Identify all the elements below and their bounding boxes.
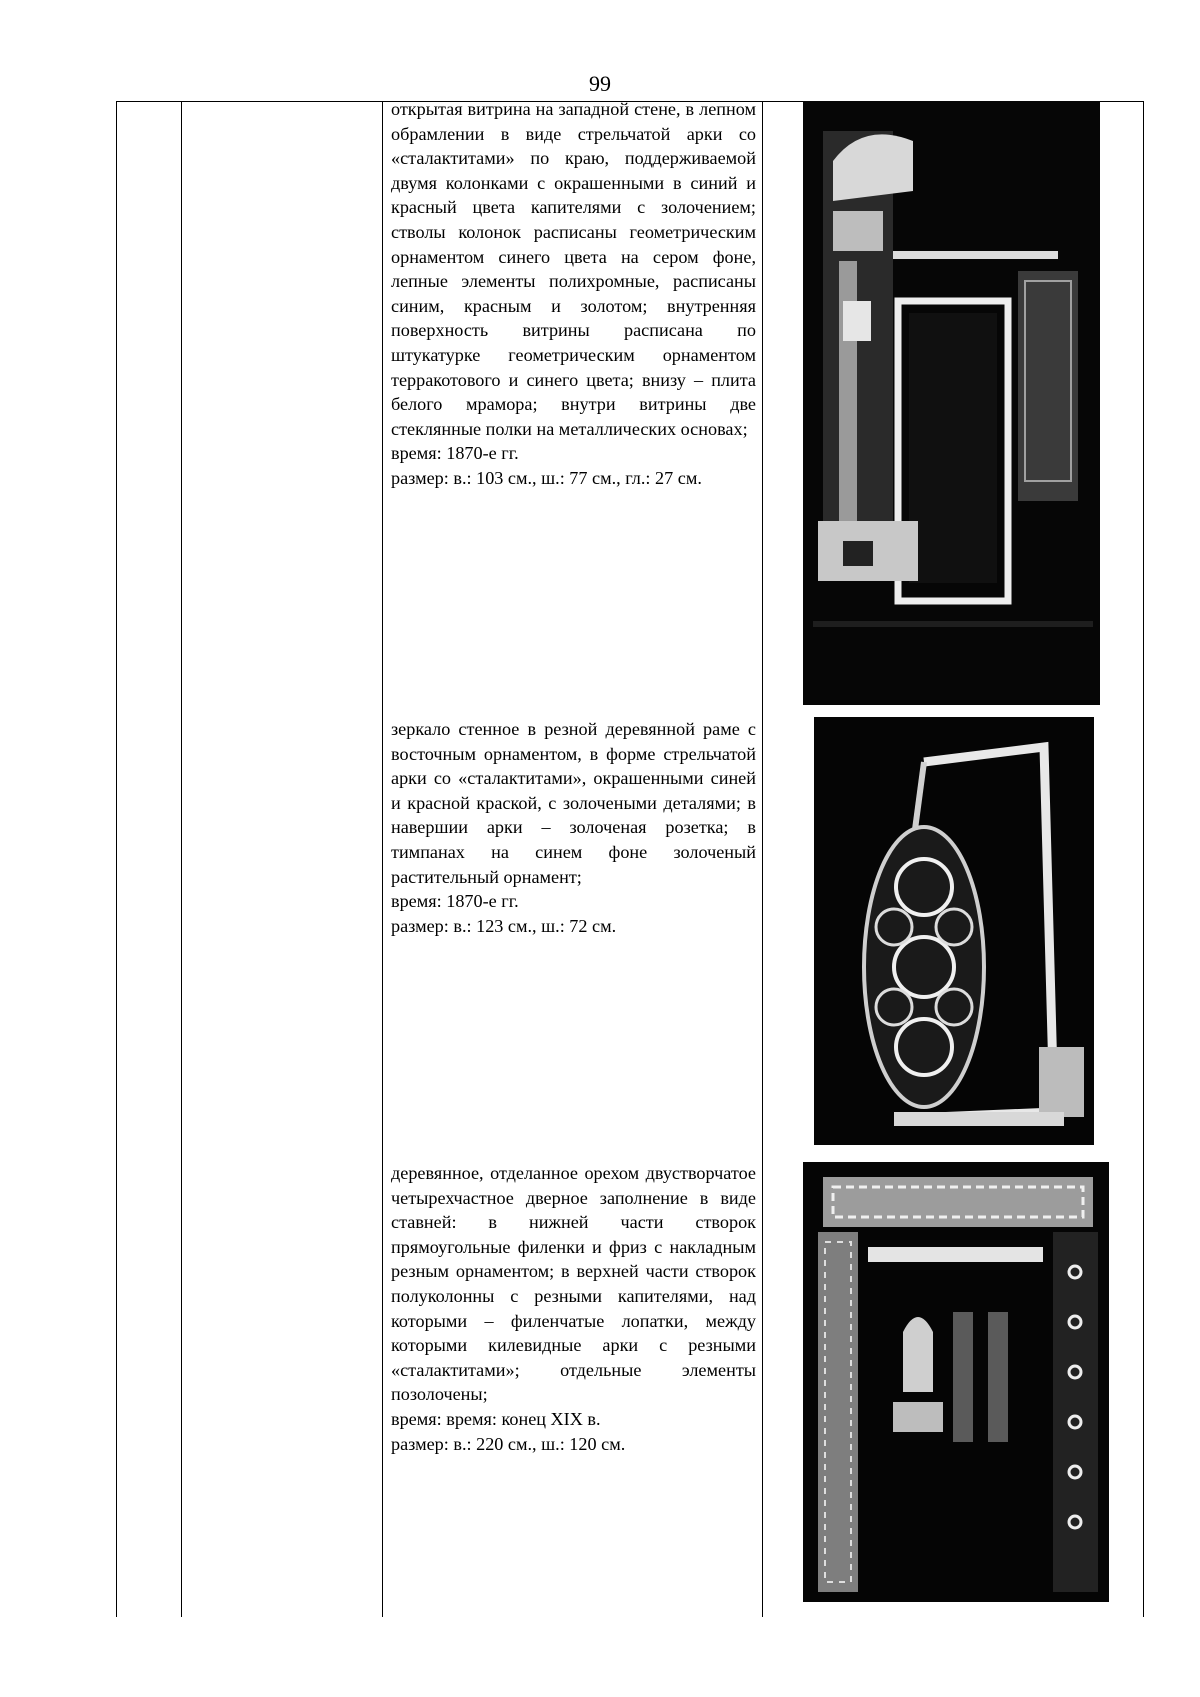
- table-row: [391, 97, 756, 491]
- column-divider-4: [762, 101, 763, 1617]
- object-photo: [803, 101, 1100, 705]
- object-size: размер: в.: 123 см., ш.: 72 см.: [391, 915, 617, 936]
- page-number: 99: [589, 71, 611, 96]
- object-photo: [814, 717, 1094, 1145]
- object-size: размер: в.: 220 см., ш.: 120 см.: [391, 1433, 626, 1454]
- object-description: зеркало стенное в резной деревянной раме с восточным орнаментом, в форме стрельчатой арки со «сталактитами», окрашенными синей и красной краской, с золочеными деталями; в навершии арки – золоченая розетка; в тимпанах на синем фоне золоченый растительный орнамент;: [391, 719, 756, 887]
- object-date: время: 1870-е гг.: [391, 891, 519, 912]
- object-date: время: 1870-е гг.: [391, 443, 519, 464]
- object-description: деревянное, отделанное орехом двустворчатое четырехчастное дверное заполнение в виде ставней: в нижней части створок прямоугольные филенки и фриз с накладным резным орнаментом; в верхней части створок полуколонны с резными капителями, над которыми – филенчатые лопатки, между которыми килевидные арки с резными «сталактитами»; отдельные элементы позолочены;: [391, 1163, 756, 1405]
- object-size: размер: в.: 103 см., ш.: 77 см., гл.: 27 см.: [391, 467, 702, 488]
- column-divider-5: [1143, 101, 1144, 1617]
- table-row: [391, 1161, 756, 1456]
- column-divider-2: [181, 101, 182, 1617]
- table-row: [391, 717, 756, 938]
- column-divider-1: [116, 101, 117, 1617]
- object-photo: [803, 1162, 1109, 1602]
- object-date: время: время: конец XIX в.: [391, 1408, 601, 1429]
- column-divider-3: [382, 101, 383, 1617]
- object-description: открытая витрина на западной стене, в лепном обрамлении в виде стрельчатой арки со «сталактитами» по краю, поддерживаемой двумя колонками с окрашенными в синий и красный цвета капителями с золочением; стволы колонок расписаны геометрическим орнаментом синего цвета на сером фоне, лепные элементы полихромные, расписаны синим, красным и золотом; внутренняя поверхность витрины расписана по штукатурке геометрическим орнаментом терракотового и синего цвета; внизу – плита белого мрамора; внутри витрины две стеклянные полки на металлических основах;: [391, 99, 756, 439]
